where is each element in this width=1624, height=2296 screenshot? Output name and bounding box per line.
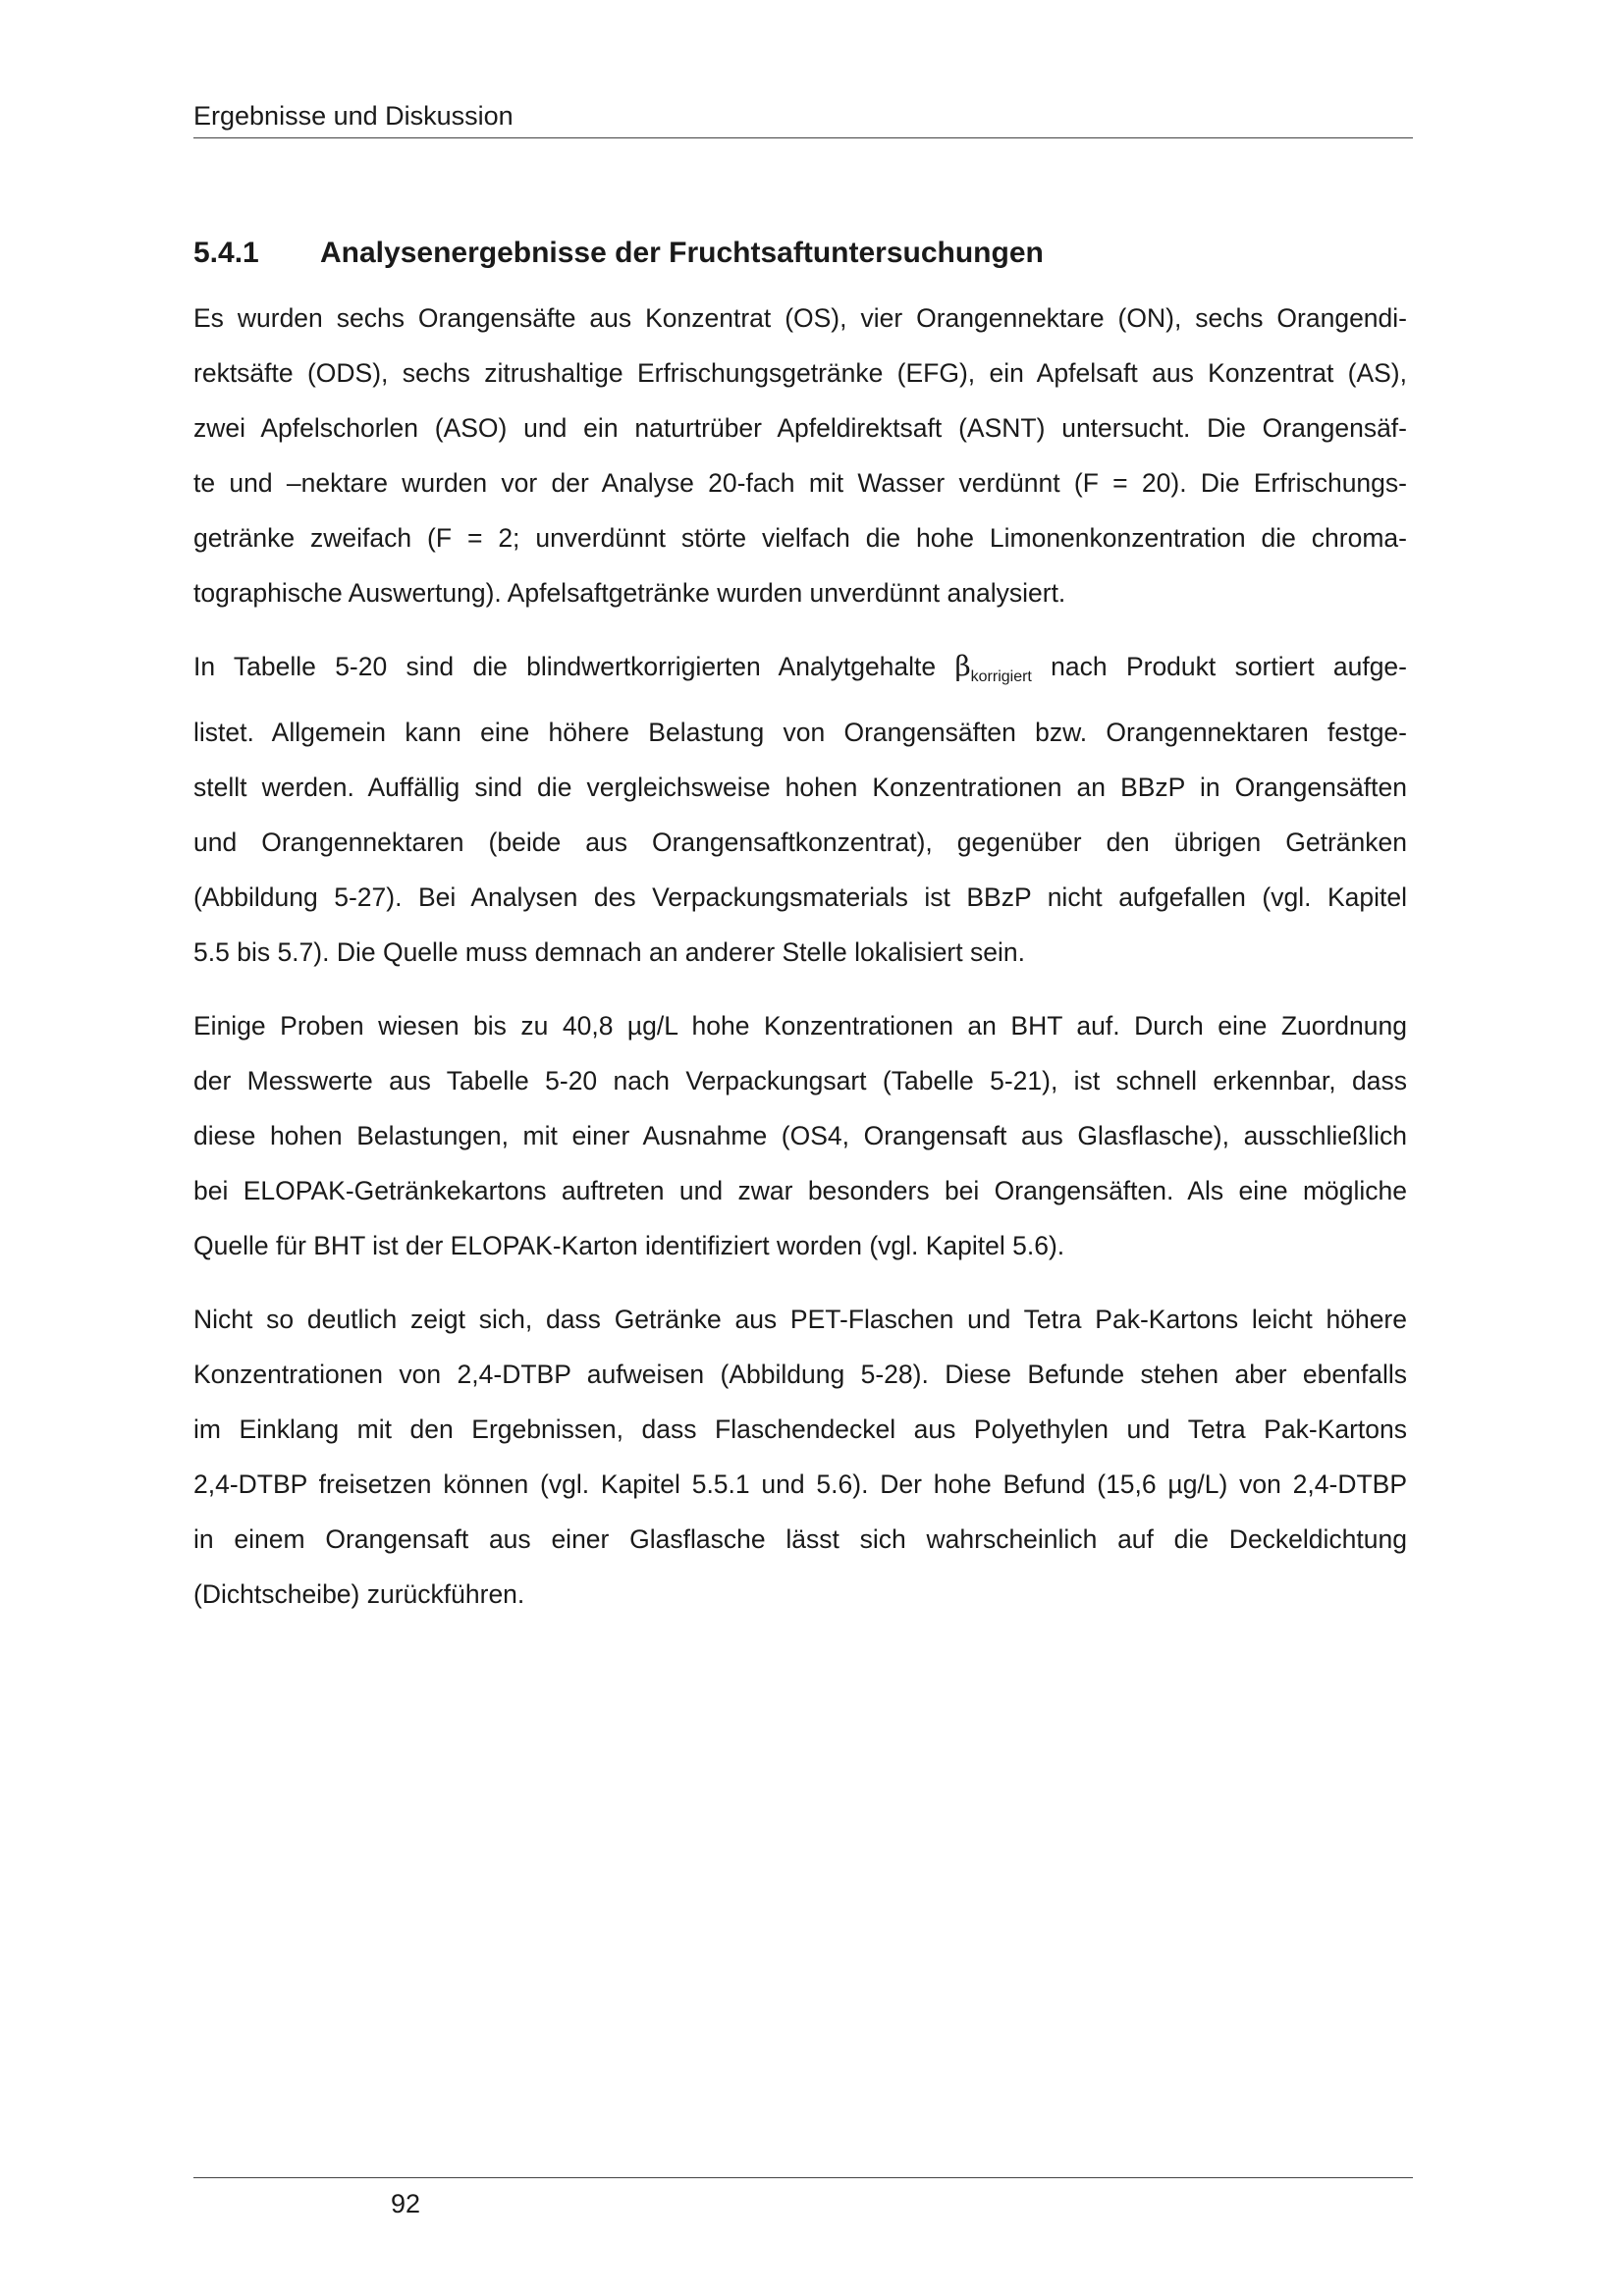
- text-line: Quelle für BHT ist der ELOPAK-Karton identifiziert worden (vgl. Kapitel 5.6).: [193, 1231, 1065, 1260]
- running-header: Ergebnisse und Diskussion: [193, 101, 514, 131]
- text-fragment: nach Produkt sortiert aufge-: [1031, 652, 1407, 681]
- text-fragment: In Tabelle 5-20 sind die blindwertkorrigierten Analytgehalte: [193, 652, 955, 681]
- text-line: der Messwerte aus Tabelle 5-20 nach Verpackungsart (Tabelle 5-21), ist schnell erkennbar, dass: [193, 1066, 1407, 1095]
- beta-subscript: korrigiert: [970, 668, 1032, 685]
- text-line: und Orangennektaren (beide aus Orangensaftkonzentrat), gegenüber den übrigen Getränken: [193, 828, 1407, 857]
- text-line: Konzentrationen von 2,4-DTBP aufweisen (Abbildung 5-28). Diese Befunde stehen aber ebenfalls: [193, 1360, 1407, 1389]
- text-line: Es wurden sechs Orangensäfte aus Konzentrat (OS), vier Orangennektare (ON), sechs Orangendi-: [193, 303, 1407, 333]
- text-line: Nicht so deutlich zeigt sich, dass Getränke aus PET-Flaschen und Tetra Pak-Kartons leicht höhere: [193, 1305, 1407, 1334]
- header-rule: [193, 137, 1413, 138]
- paragraph-2: [193, 639, 1407, 980]
- paragraph-1: [193, 291, 1407, 620]
- paragraph-4: [193, 1292, 1407, 1622]
- page-number: 92: [391, 2189, 421, 2218]
- beta-symbol: β: [954, 650, 971, 682]
- text-line: listet. Allgemein kann eine höhere Belastung von Orangensäften bzw. Orangennektaren festge-: [193, 718, 1407, 747]
- paragraph-3: [193, 998, 1407, 1273]
- text-line: stellt werden. Auffällig sind die vergleichsweise hohen Konzentrationen an BBzP in Orangensäften: [193, 773, 1407, 802]
- text-line: im Einklang mit den Ergebnissen, dass Flaschendeckel aus Polyethylen und Tetra Pak-Kartons: [193, 1415, 1407, 1444]
- text-line: Einige Proben wiesen bis zu 40,8 µg/L hohe Konzentrationen an BHT auf. Durch eine Zuordnung: [193, 1011, 1407, 1041]
- body-text: [193, 291, 1407, 1640]
- text-line: tographische Auswertung). Apfelsaftgetränke wurden unverdünnt analysiert.: [193, 578, 1066, 608]
- section-heading: [193, 233, 1044, 274]
- text-line: te und –nektare wurden vor der Analyse 20-fach mit Wasser verdünnt (F = 20). Die Erfrischungs-: [193, 468, 1407, 498]
- text-line: in einem Orangensaft aus einer Glasflasche lässt sich wahrscheinlich auf die Deckeldichtung: [193, 1524, 1407, 1554]
- text-line: 2,4-DTBP freisetzen können (vgl. Kapitel 5.5.1 und 5.6). Der hohe Befund (15,6 µg/L) von 2,4-DTBP: [193, 1469, 1407, 1499]
- section-title: Analysenergebnisse der Fruchtsaftuntersuchungen: [320, 237, 1044, 269]
- text-line: getränke zweifach (F = 2; unverdünnt störte vielfach die hohe Limonenkonzentration die chroma-: [193, 523, 1407, 553]
- text-line: [193, 639, 1407, 705]
- text-line: diese hohen Belastungen, mit einer Ausnahme (OS4, Orangensaft aus Glasflasche), ausschließlich: [193, 1121, 1407, 1150]
- text-line: 5.5 bis 5.7). Die Quelle muss demnach an anderer Stelle lokalisiert sein.: [193, 937, 1025, 967]
- text-line: rektsäfte (ODS), sechs zitrushaltige Erfrischungsgetränke (EFG), ein Apfelsaft aus Konzentrat (AS),: [193, 358, 1407, 388]
- footer-rule: [193, 2177, 1413, 2178]
- text-line: (Dichtscheibe) zurückführen.: [193, 1579, 525, 1609]
- text-line: bei ELOPAK-Getränkekartons auftreten und zwar besonders bei Orangensäften. Als eine mögliche: [193, 1176, 1407, 1205]
- text-line: (Abbildung 5-27). Bei Analysen des Verpackungsmaterials ist BBzP nicht aufgefallen (vgl. Kapitel: [193, 882, 1407, 912]
- text-line: zwei Apfelschorlen (ASO) und ein naturtrüber Apfeldirektsaft (ASNT) untersucht. Die Orangensäf-: [193, 413, 1407, 443]
- section-number: 5.4.1: [193, 237, 259, 269]
